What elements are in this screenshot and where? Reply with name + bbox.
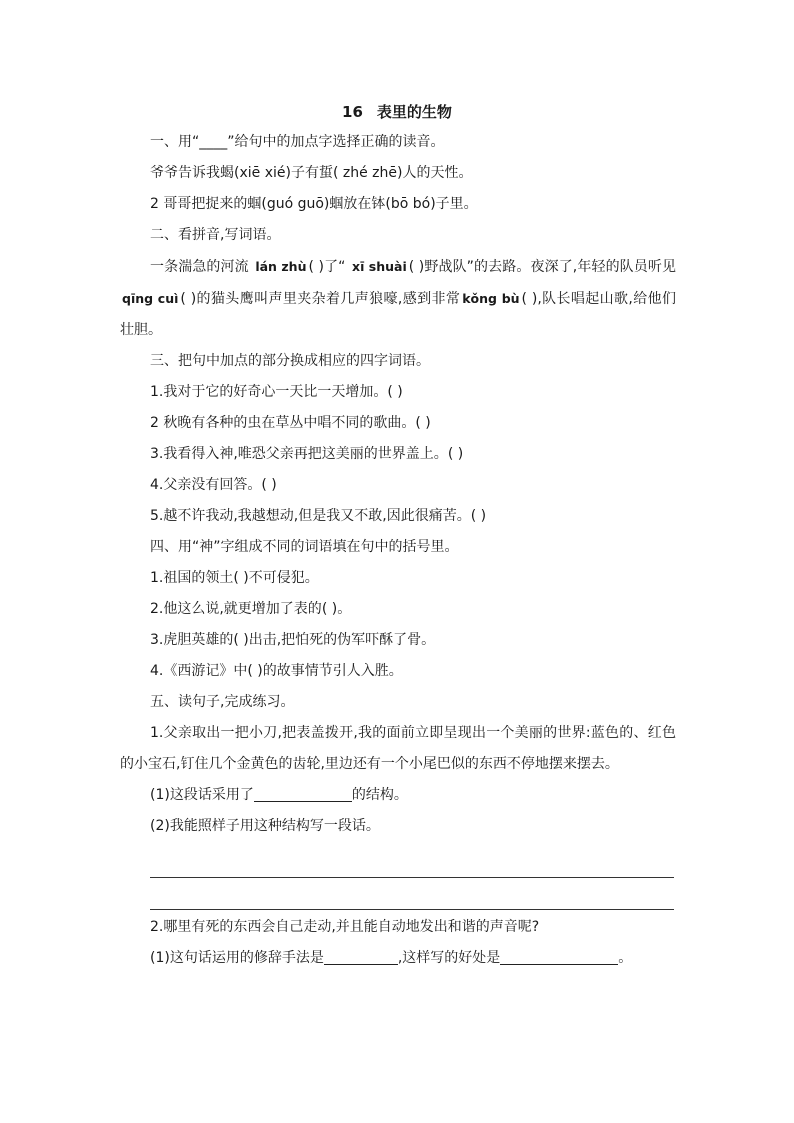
worksheet-content xyxy=(120,127,676,974)
item-text: 2 秋晚有各种的虫在草丛中唱不同的歌曲。 xyxy=(150,415,416,431)
text-segment: 人的天性。 xyxy=(402,165,473,181)
writing-area[interactable] xyxy=(150,846,676,910)
item-text: (1)这句话运用的修辞手法是 xyxy=(150,950,324,966)
lesson-number: 16 xyxy=(342,103,363,121)
s5-q1-2: (2)我能照样子用这种结构写一段话。 xyxy=(150,818,380,834)
text-segment: 了“ xyxy=(323,259,350,275)
answer-blank[interactable]: ( ) xyxy=(308,259,324,275)
writing-line[interactable] xyxy=(150,878,674,910)
text-segment: 蝈放在钵 xyxy=(329,196,386,212)
s3-item-3 xyxy=(120,439,676,470)
answer-blank[interactable]: ( ) xyxy=(247,663,263,679)
pinyin-choice: (xiē xié) xyxy=(234,165,291,181)
s1-question-1 xyxy=(120,158,676,189)
fill-in-underline[interactable] xyxy=(500,948,618,965)
s3-item-1 xyxy=(120,377,676,408)
text-segment: 野战队”的去路。夜深了,年轻的队员听见 xyxy=(424,259,677,275)
pinyin: qīng cuì xyxy=(122,291,179,306)
section-2-heading: 二、看拼音,写词语。 xyxy=(150,227,281,243)
writing-line[interactable] xyxy=(150,846,674,878)
text-segment: 子有蜇 xyxy=(290,165,333,181)
answer-blank[interactable]: ( ) xyxy=(470,508,487,524)
s4-item-3 xyxy=(120,625,676,656)
item-text: 出击,把怕死的伪军吓酥了骨。 xyxy=(248,632,436,648)
answer-blank[interactable]: ( ) xyxy=(233,570,249,586)
s1-question-2 xyxy=(120,189,676,220)
s5-passage-2: 2.哪里有死的东西会自己走动,并且能自动地发出和谐的声音呢? xyxy=(150,919,540,935)
pinyin: lán zhù xyxy=(255,259,307,274)
section-3-heading: 三、把句中加点的部分换成相应的四字词语。 xyxy=(150,353,430,369)
item-text: 。 xyxy=(337,601,352,617)
item-text: 的故事情节引人入胜。 xyxy=(262,663,403,679)
answer-blank[interactable]: ( ) xyxy=(180,291,197,307)
answer-blank[interactable]: ( ) xyxy=(321,601,338,617)
answer-blank[interactable]: ( ) xyxy=(447,446,464,462)
lesson-title xyxy=(0,101,794,123)
text-segment: 的猫头鹰叫声里夹杂着几声狼嚎,感到非常 xyxy=(196,291,461,307)
s5-q1-1 xyxy=(120,780,676,811)
pinyin: xī shuài xyxy=(352,259,407,274)
item-text: 不可侵犯。 xyxy=(248,570,319,586)
item-text: 3.我看得入神,唯恐父亲再把这美丽的世界盖上。 xyxy=(150,446,448,462)
section-5-heading: 五、读句子,完成练习。 xyxy=(150,694,295,710)
answer-blank[interactable]: ( ) xyxy=(387,384,403,400)
text-segment: 2 哥哥把捉来的蝈 xyxy=(150,196,262,212)
item-text: 1.祖国的领土 xyxy=(150,570,234,586)
item-text: 4.父亲没有回答。 xyxy=(150,477,262,493)
pinyin-choice: ( zhé zhē) xyxy=(332,165,403,181)
s5-passage-1: 1.父亲取出一把小刀,把表盖拨开,我的面前立即呈现出一个美丽的世界:蓝色的、红色的小宝石,钉住几个金黄色的齿轮,里边还有一个小尾巴似的东西不停地摆来摆去。 xyxy=(120,725,676,772)
s2-passage xyxy=(120,251,676,346)
text-segment: 一条湍急的河流 xyxy=(150,259,254,275)
item-text: 的结构。 xyxy=(351,787,408,803)
s3-item-4 xyxy=(120,470,676,501)
item-text: 2.他这么说,就更增加了表的 xyxy=(150,601,322,617)
answer-blank[interactable]: ( ) xyxy=(261,477,277,493)
answer-blank[interactable]: ( ) xyxy=(415,415,431,431)
text-segment: 子里。 xyxy=(435,196,478,212)
lesson-name: 表里的生物 xyxy=(376,103,452,121)
item-text: 5.越不许我动,我越想动,但是我又不敢,因此很痛苦。 xyxy=(150,508,471,524)
answer-blank[interactable]: ( ) xyxy=(521,291,538,307)
s5-q2-1 xyxy=(120,943,676,974)
fill-in-underline[interactable] xyxy=(324,948,398,965)
item-text: ,这样写的好处是 xyxy=(397,950,501,966)
item-text: 1.我对于它的好奇心一天比一天增加。 xyxy=(150,384,388,400)
s3-item-2 xyxy=(120,408,676,439)
pinyin-choice: (guó guō) xyxy=(261,196,330,212)
text-segment: 爷爷告诉我蝎 xyxy=(150,165,234,181)
text-segment: ,队长唱起山歌,给他们壮胆。 xyxy=(120,291,677,338)
item-text: 3.虎胆英雄的 xyxy=(150,632,234,648)
pinyin: kǒng bù xyxy=(462,291,520,306)
s4-item-4 xyxy=(120,656,676,687)
item-text: 4.《西游记》中 xyxy=(150,663,248,679)
pinyin-choice: (bō bó) xyxy=(385,196,436,212)
answer-blank[interactable]: ( ) xyxy=(233,632,249,648)
item-text: (1)这段话采用了 xyxy=(150,787,254,803)
section-1-heading: 一、用“____”给句中的加点字选择正确的读音。 xyxy=(150,134,445,150)
answer-blank[interactable]: ( ) xyxy=(408,259,425,275)
s4-item-1 xyxy=(120,563,676,594)
item-text: 。 xyxy=(618,950,633,966)
fill-in-underline[interactable] xyxy=(254,785,352,802)
s3-item-5 xyxy=(120,501,676,532)
section-4-heading: 四、用“神”字组成不同的词语填在句中的括号里。 xyxy=(150,539,459,555)
s4-item-2 xyxy=(120,594,676,625)
